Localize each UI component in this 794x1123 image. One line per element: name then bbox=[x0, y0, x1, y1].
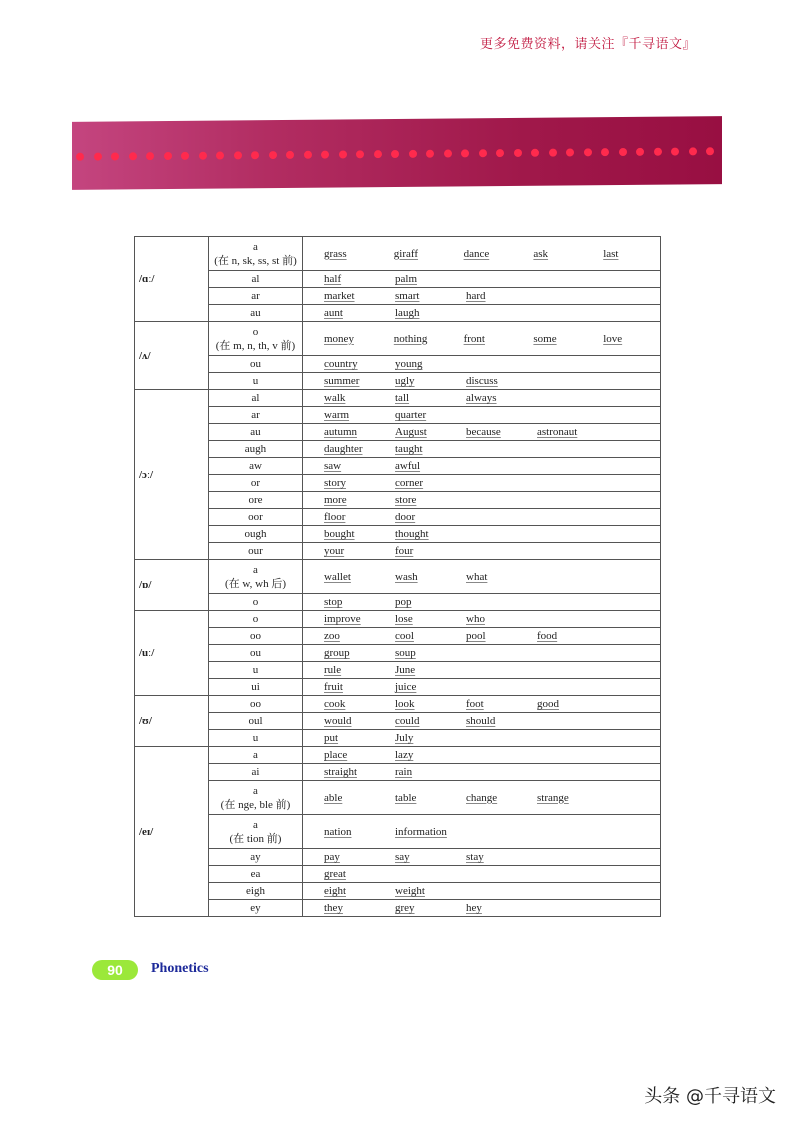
table-row bbox=[135, 390, 661, 407]
spelling-note: (在 w, wh 后) bbox=[225, 577, 286, 590]
example-word: soup bbox=[395, 647, 416, 659]
spelling: o bbox=[252, 596, 259, 608]
banner-dot bbox=[601, 148, 609, 156]
spelling: ay bbox=[250, 851, 261, 863]
example-words-cell bbox=[303, 781, 661, 815]
table-row bbox=[135, 815, 661, 849]
table-row bbox=[135, 747, 661, 764]
spelling: al bbox=[251, 273, 260, 285]
example-word: should bbox=[466, 715, 496, 727]
banner-dot bbox=[146, 152, 154, 160]
table-row bbox=[135, 883, 661, 900]
spelling-cell bbox=[209, 373, 303, 390]
example-word: country bbox=[324, 358, 358, 370]
table-row bbox=[135, 424, 661, 441]
example-words-cell bbox=[303, 747, 661, 764]
example-word: wash bbox=[395, 570, 418, 583]
spelling-cell bbox=[209, 509, 303, 526]
decorative-banner bbox=[72, 116, 722, 190]
banner-dot bbox=[111, 152, 119, 160]
example-word: put bbox=[324, 732, 339, 744]
banner-dot bbox=[689, 147, 697, 155]
example-words-cell bbox=[303, 815, 661, 849]
spelling: augh bbox=[244, 443, 267, 455]
spelling: ar bbox=[251, 290, 260, 302]
banner-dot bbox=[94, 153, 102, 161]
table-row bbox=[135, 628, 661, 645]
spelling-cell bbox=[209, 713, 303, 730]
example-words-cell bbox=[303, 662, 661, 679]
table-row bbox=[135, 594, 661, 611]
example-words-cell bbox=[303, 356, 661, 373]
example-words-cell bbox=[303, 645, 661, 662]
example-word: lazy bbox=[395, 749, 414, 761]
example-word: June bbox=[395, 664, 416, 676]
banner-dot bbox=[479, 149, 487, 157]
banner-dot bbox=[216, 152, 224, 160]
spelling: au bbox=[250, 307, 261, 319]
example-words-cell bbox=[303, 390, 661, 407]
banner-dot bbox=[374, 150, 382, 158]
banner-dot bbox=[531, 149, 539, 157]
example-word: table bbox=[395, 791, 417, 804]
example-word: more bbox=[324, 494, 347, 506]
example-word: what bbox=[466, 570, 488, 583]
example-word: would bbox=[324, 715, 352, 727]
example-words-cell bbox=[303, 543, 661, 560]
example-word: group bbox=[324, 647, 350, 659]
spelling-cell bbox=[209, 662, 303, 679]
table-row bbox=[135, 611, 661, 628]
banner-dot bbox=[304, 151, 312, 159]
table-row bbox=[135, 781, 661, 815]
spelling-note: (在 nge, ble 前) bbox=[220, 798, 291, 811]
example-word: improve bbox=[324, 613, 361, 625]
table-row bbox=[135, 900, 661, 917]
banner-dot bbox=[181, 152, 189, 160]
spelling: a bbox=[253, 749, 258, 761]
spelling-cell bbox=[209, 441, 303, 458]
example-word: good bbox=[537, 698, 559, 710]
spelling: eigh bbox=[246, 885, 265, 897]
example-word: four bbox=[395, 545, 414, 557]
banner-dot bbox=[251, 151, 259, 159]
spelling-cell bbox=[209, 645, 303, 662]
example-word: look bbox=[395, 698, 415, 710]
table-row bbox=[135, 509, 661, 526]
example-word: ugly bbox=[395, 375, 415, 387]
example-word: saw bbox=[324, 460, 342, 472]
phonetic-symbol: /ɒ/ bbox=[135, 560, 209, 611]
spelling-cell bbox=[209, 526, 303, 543]
table-row bbox=[135, 764, 661, 781]
spelling: ui bbox=[251, 681, 260, 693]
example-word: pop bbox=[395, 596, 412, 608]
banner-dot bbox=[426, 150, 434, 158]
banner-dot bbox=[129, 152, 137, 160]
spelling: ou bbox=[250, 358, 261, 370]
table-row bbox=[135, 730, 661, 747]
phonetic-symbol: /eɪ/ bbox=[135, 747, 209, 917]
example-words-cell bbox=[303, 866, 661, 883]
spelling: oo bbox=[250, 630, 261, 642]
example-word: front bbox=[463, 332, 485, 345]
example-words-cell bbox=[303, 458, 661, 475]
example-word: lose bbox=[395, 613, 413, 625]
phonetic-symbol: /ʊ/ bbox=[135, 696, 209, 747]
example-word: stop bbox=[324, 596, 343, 608]
example-word: August bbox=[395, 426, 427, 438]
spelling-cell bbox=[209, 900, 303, 917]
example-word: able bbox=[324, 791, 343, 804]
example-word: weight bbox=[395, 885, 425, 897]
example-words-cell bbox=[303, 288, 661, 305]
example-word: cook bbox=[324, 698, 346, 710]
spelling: ore bbox=[248, 494, 263, 506]
example-words-cell bbox=[303, 441, 661, 458]
table-row bbox=[135, 492, 661, 509]
example-words-cell bbox=[303, 475, 661, 492]
example-word: taught bbox=[395, 443, 423, 455]
example-word: astronaut bbox=[537, 426, 578, 438]
spelling: ey bbox=[250, 902, 261, 914]
spelling-cell bbox=[209, 407, 303, 424]
table-row bbox=[135, 475, 661, 492]
example-word: aunt bbox=[324, 307, 343, 319]
banner-dot bbox=[706, 147, 714, 155]
example-word: great bbox=[324, 868, 346, 880]
phonetic-symbol: /ʌ/ bbox=[135, 322, 209, 390]
example-words-cell bbox=[303, 305, 661, 322]
spelling: o bbox=[252, 613, 259, 625]
example-word: some bbox=[533, 332, 557, 345]
example-word: rule bbox=[324, 664, 342, 676]
spelling-cell bbox=[209, 305, 303, 322]
example-word: floor bbox=[324, 511, 346, 523]
spelling: ea bbox=[250, 868, 261, 880]
example-word: rain bbox=[395, 766, 413, 778]
example-word: pool bbox=[466, 630, 486, 642]
example-word: information bbox=[395, 825, 447, 838]
example-words-cell bbox=[303, 883, 661, 900]
banner-dot bbox=[671, 148, 679, 156]
example-words-cell bbox=[303, 526, 661, 543]
example-words-cell bbox=[303, 594, 661, 611]
spelling: al bbox=[251, 392, 260, 404]
example-words-cell bbox=[303, 764, 661, 781]
example-words-cell bbox=[303, 509, 661, 526]
example-word: story bbox=[324, 477, 346, 489]
example-word: daughter bbox=[324, 443, 363, 455]
spelling-cell bbox=[209, 866, 303, 883]
example-word: discuss bbox=[466, 375, 498, 387]
banner-dot bbox=[514, 149, 522, 157]
spelling: oor bbox=[248, 511, 263, 523]
spelling-cell bbox=[209, 356, 303, 373]
example-word: hey bbox=[466, 902, 482, 914]
example-word: dance bbox=[463, 247, 490, 260]
example-words-cell bbox=[303, 424, 661, 441]
spelling: ou bbox=[250, 647, 261, 659]
example-words-cell bbox=[303, 373, 661, 390]
example-words-cell bbox=[303, 679, 661, 696]
banner-dot bbox=[321, 151, 329, 159]
example-word: smart bbox=[395, 290, 420, 302]
table-row bbox=[135, 679, 661, 696]
spelling: a bbox=[253, 784, 258, 797]
spelling: or bbox=[250, 477, 261, 489]
example-words-cell bbox=[303, 492, 661, 509]
spelling-cell bbox=[209, 594, 303, 611]
example-word: eight bbox=[324, 885, 346, 897]
example-word: store bbox=[395, 494, 417, 506]
example-word: food bbox=[537, 630, 558, 642]
table-row bbox=[135, 696, 661, 713]
table-row bbox=[135, 458, 661, 475]
table-row bbox=[135, 713, 661, 730]
example-word: corner bbox=[395, 477, 424, 489]
spelling: a bbox=[253, 240, 258, 253]
banner-dot bbox=[461, 149, 469, 157]
spelling-cell bbox=[209, 237, 303, 271]
spelling-cell bbox=[209, 883, 303, 900]
banner-dot bbox=[566, 148, 574, 156]
spelling-cell bbox=[209, 747, 303, 764]
example-word: quarter bbox=[395, 409, 427, 421]
table-row bbox=[135, 271, 661, 288]
example-word: grass bbox=[324, 247, 347, 260]
phonetic-symbol: /uː/ bbox=[135, 611, 209, 696]
spelling-cell bbox=[209, 322, 303, 356]
example-word: foot bbox=[466, 698, 484, 710]
table-row bbox=[135, 441, 661, 458]
example-word: grey bbox=[395, 902, 415, 914]
example-word: half bbox=[324, 273, 342, 285]
banner-dot bbox=[636, 148, 644, 156]
spelling-note: (在 m, n, th, v 前) bbox=[215, 339, 296, 352]
banner-dots bbox=[72, 147, 722, 163]
example-word: tall bbox=[395, 392, 410, 404]
example-word: summer bbox=[324, 375, 360, 387]
table-row bbox=[135, 288, 661, 305]
table-row bbox=[135, 866, 661, 883]
example-word: thought bbox=[395, 528, 429, 540]
example-word: wallet bbox=[324, 570, 351, 583]
example-word: bought bbox=[324, 528, 355, 540]
spelling-cell bbox=[209, 390, 303, 407]
example-word: who bbox=[466, 613, 485, 625]
spelling-cell bbox=[209, 458, 303, 475]
table-row bbox=[135, 322, 661, 356]
spelling: a bbox=[253, 818, 258, 831]
banner-dot bbox=[496, 149, 504, 157]
example-word: hard bbox=[466, 290, 486, 302]
example-word: say bbox=[395, 851, 410, 863]
example-words-cell bbox=[303, 407, 661, 424]
example-word: warm bbox=[324, 409, 350, 421]
example-word: strange bbox=[537, 791, 569, 804]
table-row bbox=[135, 560, 661, 594]
table-row bbox=[135, 849, 661, 866]
example-word: straight bbox=[324, 766, 357, 778]
footer-title: Phonetics bbox=[151, 961, 209, 976]
example-word: place bbox=[324, 749, 348, 761]
spelling-note: (在 n, sk, ss, st 前) bbox=[214, 254, 297, 267]
spelling-cell bbox=[209, 475, 303, 492]
spelling: ar bbox=[251, 409, 260, 421]
example-word: autumn bbox=[324, 426, 357, 438]
example-word: money bbox=[324, 332, 354, 345]
promo-note: 更多免费资料，请关注『千寻语文』 bbox=[479, 37, 696, 52]
example-word: your bbox=[324, 545, 345, 557]
banner-dot bbox=[654, 148, 662, 156]
phonetics-table bbox=[134, 236, 661, 917]
example-word: nothing bbox=[393, 332, 428, 345]
table-row bbox=[135, 407, 661, 424]
example-words-cell bbox=[303, 322, 661, 356]
spelling: ough bbox=[244, 528, 267, 540]
banner-dot bbox=[339, 150, 347, 158]
table-row bbox=[135, 373, 661, 390]
page-number-badge: 90 bbox=[92, 960, 138, 980]
spelling-cell bbox=[209, 815, 303, 849]
example-word: awful bbox=[395, 460, 421, 472]
example-word: change bbox=[466, 791, 498, 804]
spelling-cell bbox=[209, 424, 303, 441]
example-word: walk bbox=[324, 392, 346, 404]
spelling-cell bbox=[209, 781, 303, 815]
spelling-cell bbox=[209, 679, 303, 696]
table-row bbox=[135, 356, 661, 373]
watermark: 头条 @千寻语文 bbox=[644, 1086, 776, 1107]
example-words-cell bbox=[303, 713, 661, 730]
example-words-cell bbox=[303, 900, 661, 917]
spelling-cell bbox=[209, 560, 303, 594]
banner-dot bbox=[76, 153, 84, 161]
spelling-cell bbox=[209, 849, 303, 866]
banner-dot bbox=[391, 150, 399, 158]
spelling: u bbox=[252, 375, 259, 387]
spelling: au bbox=[250, 426, 261, 438]
example-word: pay bbox=[324, 851, 340, 863]
spelling-note: (在 tion 前) bbox=[229, 832, 282, 845]
example-word: juice bbox=[395, 681, 417, 693]
example-word: market bbox=[324, 290, 355, 302]
banner-dot bbox=[164, 152, 172, 160]
example-words-cell bbox=[303, 849, 661, 866]
spelling-cell bbox=[209, 288, 303, 305]
spelling: ai bbox=[251, 766, 260, 778]
spelling-cell bbox=[209, 271, 303, 288]
example-word: stay bbox=[466, 851, 484, 863]
spelling: u bbox=[252, 732, 259, 744]
table-row bbox=[135, 543, 661, 560]
example-word: because bbox=[466, 426, 501, 438]
banner-dot bbox=[619, 148, 627, 156]
spelling: a bbox=[253, 563, 258, 576]
example-word: door bbox=[395, 511, 416, 523]
example-words-cell bbox=[303, 628, 661, 645]
example-word: ask bbox=[533, 247, 549, 260]
banner-dot bbox=[409, 150, 417, 158]
phonetic-symbol: /ɑː/ bbox=[135, 237, 209, 322]
banner-dot bbox=[549, 149, 557, 157]
example-words-cell bbox=[303, 560, 661, 594]
example-word: giraff bbox=[393, 247, 419, 260]
banner-dot bbox=[356, 150, 364, 158]
spelling: oo bbox=[250, 698, 261, 710]
example-words-cell bbox=[303, 730, 661, 747]
example-word: laugh bbox=[395, 307, 420, 319]
banner-dot bbox=[444, 150, 452, 158]
example-words-cell bbox=[303, 611, 661, 628]
table-row bbox=[135, 305, 661, 322]
spelling-cell bbox=[209, 611, 303, 628]
example-word: last bbox=[603, 247, 619, 260]
spelling-cell bbox=[209, 730, 303, 747]
example-word: they bbox=[324, 902, 343, 914]
spelling-cell bbox=[209, 696, 303, 713]
spelling-cell bbox=[209, 764, 303, 781]
table-row bbox=[135, 645, 661, 662]
spelling: our bbox=[248, 545, 263, 557]
banner-dot bbox=[234, 151, 242, 159]
example-word: cool bbox=[395, 630, 414, 642]
table-row bbox=[135, 662, 661, 679]
banner-dot bbox=[269, 151, 277, 159]
example-word: fruit bbox=[324, 681, 343, 693]
spelling-cell bbox=[209, 628, 303, 645]
spelling-cell bbox=[209, 492, 303, 509]
example-word: July bbox=[395, 732, 414, 744]
banner-dot bbox=[584, 148, 592, 156]
banner-dot bbox=[286, 151, 294, 159]
example-words-cell bbox=[303, 271, 661, 288]
spelling: o bbox=[252, 325, 259, 338]
example-word: young bbox=[395, 358, 423, 370]
spelling-cell bbox=[209, 543, 303, 560]
phonetic-symbol: /ɔː/ bbox=[135, 390, 209, 560]
example-word: could bbox=[395, 715, 420, 727]
spelling: u bbox=[252, 664, 259, 676]
example-word: nation bbox=[324, 825, 352, 838]
spelling: oul bbox=[248, 715, 263, 727]
example-word: palm bbox=[395, 273, 417, 285]
example-words-cell bbox=[303, 237, 661, 271]
example-words-cell bbox=[303, 696, 661, 713]
banner-dot bbox=[199, 152, 207, 160]
example-word: zoo bbox=[324, 630, 340, 642]
example-word: love bbox=[603, 332, 623, 345]
example-word: always bbox=[466, 392, 497, 404]
spelling: aw bbox=[249, 460, 262, 472]
table-row bbox=[135, 237, 661, 271]
table-row bbox=[135, 526, 661, 543]
